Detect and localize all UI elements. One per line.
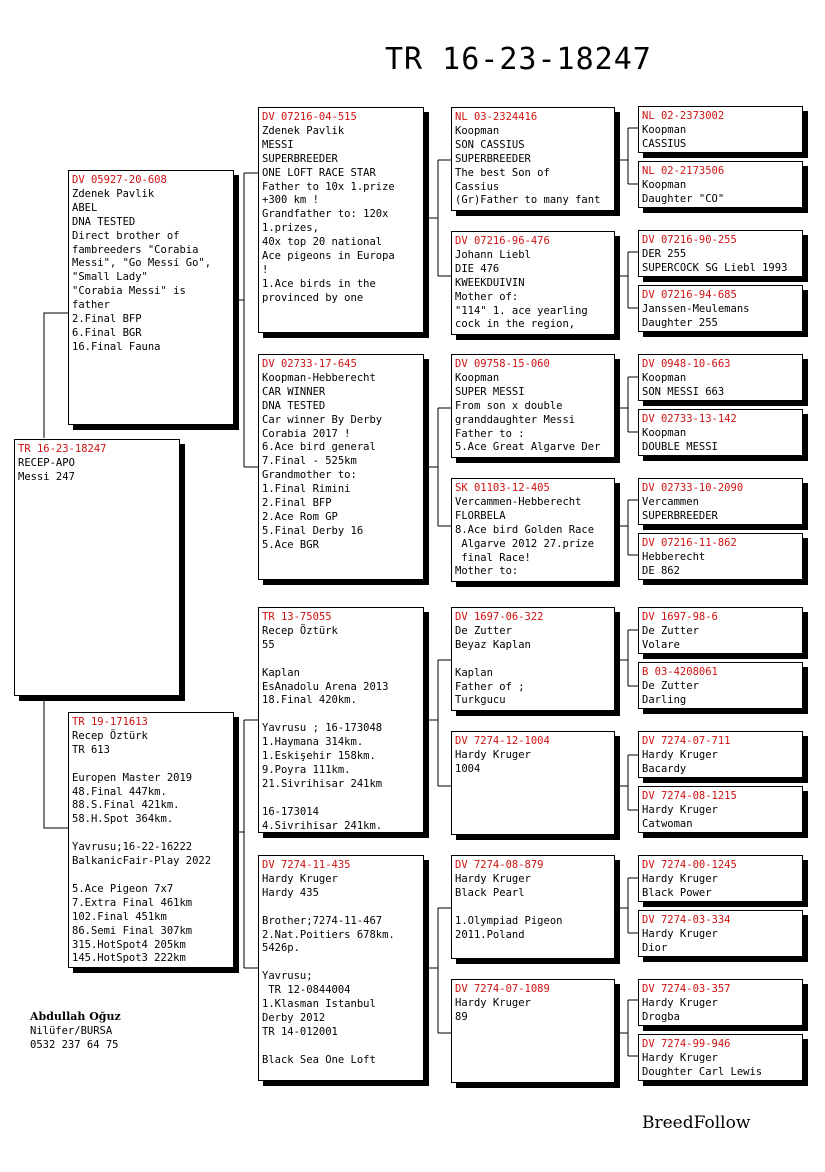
card-line: RECEP-APO — [18, 456, 75, 469]
pedigree-card-g3c — [258, 607, 424, 833]
card-line: SUPER MESSI — [455, 385, 525, 398]
card-line: "Corabia Messi" is — [72, 285, 186, 298]
card-line: De Zutter — [642, 624, 699, 637]
card-line: 1.Klasman Istanbul — [262, 998, 376, 1011]
card-line: SUPERCOCK SG Liebl 1993 — [642, 261, 788, 274]
card-line: Grandmother to: — [262, 469, 357, 482]
card-line: Ace pigeons in Europa — [262, 250, 395, 263]
card-line: 5.Final Derby 16 — [262, 524, 364, 537]
card-line: Algarve 2012 27.prize — [455, 537, 595, 550]
ring-number: DV 1697-98-6 — [642, 611, 718, 623]
card-line: 1.prizes, — [262, 222, 319, 235]
pedigree-card-g5m — [638, 855, 803, 902]
ring-number: DV 02733-17-645 — [262, 358, 357, 370]
card-line: Kaplan — [262, 666, 300, 679]
pedigree-card-g5a — [638, 106, 803, 153]
card-line: SUPERBREEDER — [455, 152, 531, 165]
ring-number: DV 0948-10-663 — [642, 358, 731, 370]
pedigree-card-g1 — [14, 439, 180, 696]
card-line: Yavrusu; — [262, 970, 313, 983]
card-line: Volare — [642, 638, 680, 651]
card-line — [72, 758, 231, 772]
card-line: 6.Ace bird general — [262, 441, 376, 454]
card-line: ONE LOFT RACE STAR — [262, 166, 376, 179]
pedigree-card-g3a — [258, 107, 424, 333]
card-line: Hardy Kruger — [455, 872, 531, 885]
card-line: Darling — [642, 693, 687, 706]
pedigree-card-g3d — [258, 855, 424, 1081]
card-line: 86.Semi Final 307km — [72, 924, 193, 937]
card-line: 58.H.Spot 364km. — [72, 813, 174, 826]
card-line: Brother;7274-11-467 — [262, 914, 383, 927]
card-line: Koopman — [455, 124, 500, 137]
card-line — [455, 901, 612, 915]
ring-number: DV 7274-03-357 — [642, 983, 731, 995]
card-line: 1.Olympiad Pigeon — [455, 914, 563, 927]
card-line: 4.Sivrihisar 241km. — [262, 819, 383, 832]
ring-number: SK 01103-12-405 — [455, 482, 550, 494]
card-line: Janssen-Meulemans — [642, 302, 750, 315]
card-line: Hardy Kruger — [455, 996, 531, 1009]
card-line: De Zutter — [455, 624, 512, 637]
ring-number: DV 7274-99-946 — [642, 1038, 731, 1050]
pedigree-card-g2a — [68, 170, 234, 425]
card-line: Hardy Kruger — [642, 1051, 718, 1064]
card-line: 1004 — [455, 762, 481, 775]
pedigree-card-g4c — [451, 354, 615, 458]
pedigree-card-g5f — [638, 409, 803, 456]
pedigree-card-g4f — [451, 731, 615, 835]
card-line: 2.Final BFP — [72, 313, 142, 326]
card-line: 2.Ace Rom GP — [262, 510, 338, 523]
card-line: Zdenek Pavlik — [72, 187, 155, 200]
card-line: Recep Öztürk — [262, 624, 338, 637]
card-line: Catwoman — [642, 817, 693, 830]
card-line: 9.Poyra 111km. — [262, 763, 351, 776]
card-line: Father to 10x 1.prize — [262, 180, 395, 193]
card-line: DE 862 — [642, 564, 680, 577]
card-line: Koopman-Hebberecht — [262, 371, 376, 384]
card-line: (Gr)Father to many fant — [455, 194, 601, 207]
card-line: Hebberecht — [642, 550, 706, 563]
card-line: Yavrusu ; 16-173048 — [262, 722, 383, 735]
card-line — [262, 653, 421, 667]
card-line: 16-173014 — [262, 805, 319, 818]
pedigree-card-g5i — [638, 607, 803, 654]
card-line: Kaplan — [455, 666, 493, 679]
card-line: final Race! — [455, 551, 531, 564]
card-line: SON MESSI 663 — [642, 385, 725, 398]
card-line: 1.Eskişehir 158km. — [262, 750, 376, 763]
card-line: Daughter 255 — [642, 316, 718, 329]
ring-number: DV 07216-11-862 — [642, 537, 737, 549]
card-line: fambreeders "Corabia — [72, 243, 199, 256]
card-line: 7.Extra Final 461km — [72, 896, 193, 909]
card-line: CASSIUS — [642, 137, 687, 150]
card-line: Europen Master 2019 — [72, 771, 193, 784]
card-line: Father of ; — [455, 680, 525, 693]
ring-number: DV 7274-08-1215 — [642, 790, 737, 802]
ring-number: NL 03-2324416 — [455, 111, 538, 123]
card-line: 145.HotSpot3 222km — [72, 952, 186, 965]
pedigree-card-g5g — [638, 478, 803, 525]
card-line: 1.Haymana 314km. — [262, 736, 364, 749]
card-line: DIE 476 — [455, 262, 500, 275]
card-line: Car winner By Derby — [262, 413, 383, 426]
card-line: Daughter "CO" — [642, 192, 725, 205]
card-line: TR 613 — [72, 743, 110, 756]
card-line: Black Pearl — [455, 886, 525, 899]
pedigree-card-g5n — [638, 910, 803, 957]
pedigree-card-g4b — [451, 231, 615, 335]
pedigree-card-g5p — [638, 1034, 803, 1081]
card-line: SUPERBREEDER — [642, 509, 718, 522]
card-line: Zdenek Pavlik — [262, 124, 345, 137]
card-line: Drogba — [642, 1010, 680, 1023]
card-line — [72, 827, 231, 841]
card-line: MESSI — [262, 138, 294, 151]
card-line: 2.Nat.Poitiers 678km. — [262, 928, 395, 941]
card-line: Bacardy — [642, 762, 687, 775]
card-line: Koopman — [642, 123, 687, 136]
pedigree-card-g4e — [451, 607, 615, 711]
card-line — [72, 869, 231, 883]
owner-city: Nilüfer/BURSA — [30, 1025, 113, 1037]
card-line: Hardy 435 — [262, 886, 319, 899]
card-line: 102.Final 451km — [72, 910, 167, 923]
card-line: Koopman — [642, 178, 687, 191]
card-line: granddaughter Messi — [455, 413, 576, 426]
ring-number: TR 19-171613 — [72, 716, 148, 728]
pedigree-card-g5k — [638, 731, 803, 778]
ring-number: DV 7274-03-334 — [642, 914, 731, 926]
card-line: Hardy Kruger — [642, 803, 718, 816]
card-line: Koopman — [642, 426, 687, 439]
card-line: DOUBLE MESSI — [642, 440, 718, 453]
card-line: Hardy Kruger — [262, 872, 338, 885]
card-line: provinced by one — [262, 291, 364, 304]
card-line: 5.Ace Pigeon 7x7 — [72, 882, 174, 895]
pedigree-card-g2b — [68, 712, 234, 968]
card-line: 7.Final - 525km — [262, 455, 357, 468]
card-line: father — [72, 299, 110, 312]
card-line: 1.Final Rimini — [262, 483, 351, 496]
pedigree-card-g5l — [638, 786, 803, 833]
card-line: Grandfather to: 120x — [262, 208, 389, 221]
pedigree-card-g5d — [638, 285, 803, 332]
pedigree-card-g5c — [638, 230, 803, 277]
card-line: DNA TESTED — [72, 215, 136, 228]
pedigree-card-g4g — [451, 855, 615, 959]
ring-number: DV 09758-15-060 — [455, 358, 550, 370]
card-line: Mother to: — [455, 565, 519, 578]
card-line: Messi 247 — [18, 470, 75, 483]
card-line: Father to : — [455, 427, 525, 440]
card-line — [455, 653, 612, 667]
card-line: TR 14-012001 — [262, 1025, 338, 1038]
owner-phone: 0532 237 64 75 — [30, 1039, 119, 1051]
ring-number: DV 1697-06-322 — [455, 611, 544, 623]
card-line: CAR WINNER — [262, 385, 326, 398]
ring-number: DV 7274-12-1004 — [455, 735, 550, 747]
card-line: 8.Ace bird Golden Race — [455, 523, 595, 536]
card-line: Turkgucu — [455, 694, 506, 707]
card-line: Koopman — [455, 371, 500, 384]
card-line: KWEEKDUIVIN — [455, 276, 525, 289]
pedigree-title: TR 16-23-18247 — [385, 42, 652, 77]
card-line: From son x double — [455, 399, 563, 412]
card-line: Hardy Kruger — [642, 927, 718, 940]
ring-number: DV 05927-20-608 — [72, 174, 167, 186]
card-line: cock in the region, — [455, 318, 576, 331]
ring-number: B 03-4208061 — [642, 666, 718, 678]
ring-number: DV 7274-07-711 — [642, 735, 731, 747]
card-line: 1.Ace birds in the — [262, 277, 376, 290]
card-line: 315.HotSpot4 205km — [72, 938, 186, 951]
card-line: 2.Final BFP — [262, 497, 332, 510]
card-line: Messi", "Go Messi Go", — [72, 257, 212, 270]
card-line: +300 km ! — [262, 194, 319, 207]
card-line: Direct brother of — [72, 229, 180, 242]
pedigree-card-g5j — [638, 662, 803, 709]
card-line: DER 255 — [642, 247, 687, 260]
ring-number: DV 7274-11-435 — [262, 859, 351, 871]
card-line: Johann Liebl — [455, 248, 531, 261]
ring-number: DV 7274-00-1245 — [642, 859, 737, 871]
card-line: 21.Sivrihisar 241km — [262, 777, 383, 790]
card-line: Mother of: — [455, 290, 519, 303]
card-line: 89 — [455, 1010, 468, 1023]
pedigree-card-g4a — [451, 107, 615, 211]
card-line: EsAnadolu Arena 2013 — [262, 680, 389, 693]
card-line: Black Sea One Loft — [262, 1053, 376, 1066]
card-line: "114" 1. ace yearling — [455, 304, 588, 317]
pedigree-card-g5h — [638, 533, 803, 580]
card-line: Hardy Kruger — [642, 748, 718, 761]
card-line: Vercammen — [642, 495, 699, 508]
ring-number: DV 07216-90-255 — [642, 234, 737, 246]
card-line: 5.Ace BGR — [262, 538, 319, 551]
ring-number: TR 16-23-18247 — [18, 443, 107, 455]
card-line: Derby 2012 — [262, 1011, 326, 1024]
card-line: BalkanicFair-Play 2022 — [72, 855, 212, 868]
card-line: ! — [262, 263, 269, 276]
pedigree-card-g5o — [638, 979, 803, 1026]
ring-number: NL 02-2173506 — [642, 165, 725, 177]
card-line: Hardy Kruger — [642, 996, 718, 1009]
card-line: Recep Öztürk — [72, 729, 148, 742]
ring-number: DV 02733-10-2090 — [642, 482, 744, 494]
card-line: "Small Lady" — [72, 271, 148, 284]
card-line: De Zutter — [642, 679, 699, 692]
owner-info — [30, 1010, 121, 1052]
ring-number: DV 07216-96-476 — [455, 235, 550, 247]
card-line: 2011.Poland — [455, 928, 525, 941]
ring-number: DV 02733-13-142 — [642, 413, 737, 425]
card-line: Black Power — [642, 886, 712, 899]
card-line: 88.S.Final 421km. — [72, 799, 180, 812]
card-line: Hardy Kruger — [455, 748, 531, 761]
pedigree-card-g5e — [638, 354, 803, 401]
card-line: Hardy Kruger — [642, 872, 718, 885]
ring-number: DV 07216-94-685 — [642, 289, 737, 301]
ring-number: NL 02-2373002 — [642, 110, 725, 122]
card-line: 5.Ace Great Algarve Der — [455, 441, 601, 454]
card-line — [262, 956, 421, 970]
pedigree-card-g4d — [451, 478, 615, 582]
card-line: The best Son of — [455, 166, 550, 179]
ring-number: DV 7274-07-1089 — [455, 983, 550, 995]
card-line: 55 — [262, 638, 275, 651]
card-line — [262, 792, 421, 806]
card-line: Cassius — [455, 180, 500, 193]
pedigree-card-g5b — [638, 161, 803, 208]
card-line: SUPERBREEDER — [262, 152, 338, 165]
card-line: DNA TESTED — [262, 399, 326, 412]
card-line: FLORBELA — [455, 509, 506, 522]
pedigree-card-g3b — [258, 354, 424, 580]
card-line: 5426p. — [262, 942, 300, 955]
card-line: Yavrusu;16-22-16222 — [72, 841, 193, 854]
ring-number: DV 7274-08-879 — [455, 859, 544, 871]
card-line: Koopman — [642, 371, 687, 384]
card-line: Beyaz Kaplan — [455, 638, 531, 651]
card-line: 16.Final Fauna — [72, 340, 161, 353]
card-line: Vercammen-Hebberecht — [455, 495, 582, 508]
card-line: 40x top 20 national — [262, 236, 383, 249]
ring-number: DV 07216-04-515 — [262, 111, 357, 123]
card-line: 18.Final 420km. — [262, 694, 357, 707]
card-line — [262, 1040, 421, 1054]
card-line: ABEL — [72, 201, 98, 214]
ring-number: TR 13-75055 — [262, 611, 332, 623]
card-line: Corabia 2017 ! — [262, 427, 351, 440]
card-line — [262, 708, 421, 722]
card-line: 48.Final 447km. — [72, 785, 167, 798]
card-line: Doughter Carl Lewis — [642, 1065, 763, 1078]
brand-logo: BreedFollow — [642, 1113, 751, 1133]
owner-name: Abdullah Oğuz — [30, 1010, 121, 1023]
card-line: Dior — [642, 941, 668, 954]
card-line: 6.Final BGR — [72, 326, 142, 339]
pedigree-card-g4h — [451, 979, 615, 1083]
card-line: TR 12-0844004 — [262, 984, 351, 997]
card-line — [262, 901, 421, 915]
card-line: SON CASSIUS — [455, 138, 525, 151]
